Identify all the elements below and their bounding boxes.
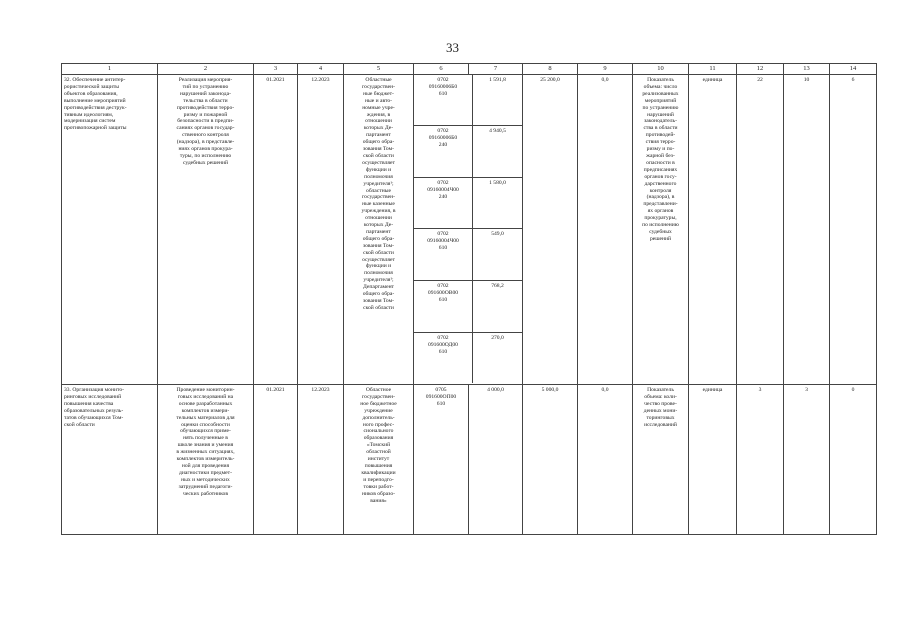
- text-line: 610: [438, 348, 448, 355]
- text-line: (надзора), в представле-: [176, 139, 235, 146]
- text-line: областной: [366, 449, 391, 456]
- text-line: ской области: [64, 421, 95, 428]
- text-line: мероприятий: [644, 97, 677, 104]
- text-line: безопасности в предпи-: [177, 118, 234, 125]
- indicator: [633, 385, 689, 535]
- text-line: 32. Обеспечение антитер-: [64, 77, 126, 83]
- text-line: рористической защиты: [64, 83, 120, 90]
- header-cell: 11: [689, 64, 737, 75]
- text-line: ждения, в: [366, 111, 391, 118]
- text-line: в жизненных ситуациях,: [176, 449, 235, 456]
- text-line: решений: [649, 235, 672, 242]
- header-cell: 8: [523, 64, 578, 75]
- text-line: объектов образования,: [64, 90, 118, 97]
- text-line: по исполнению: [642, 222, 679, 229]
- text-line: функции и: [365, 166, 392, 173]
- text-line: ное бюджетное: [360, 400, 397, 407]
- text-line: общего обра-: [362, 291, 395, 298]
- text-line: Показатель: [647, 77, 674, 83]
- header-row: [62, 64, 877, 75]
- budget-code: [414, 385, 469, 535]
- text-line: ства в области: [643, 125, 678, 132]
- text-line: нарушений законода-: [180, 90, 231, 97]
- text-line: тивным идеологиям,: [64, 111, 114, 118]
- text-line: сионального: [363, 428, 394, 435]
- text-line: саниях органов государ-: [176, 125, 235, 132]
- header-cell: 9: [578, 64, 633, 75]
- executor: [344, 75, 414, 385]
- budget-subrow: [414, 126, 522, 178]
- text-line: тельства в области: [183, 97, 228, 104]
- text-line: 091600ОД00: [428, 341, 458, 348]
- text-line: 091600ОВ00: [427, 290, 459, 297]
- text-line: образовательных резуль-: [64, 407, 124, 414]
- text-line: ные и авто-: [364, 97, 393, 104]
- text-line: вания»: [370, 497, 387, 504]
- budget-amount: 270,0: [491, 334, 504, 341]
- text-line: затруднений педагоги-: [178, 483, 233, 490]
- text-line: 0702: [437, 283, 449, 290]
- text-line: 240: [438, 193, 448, 200]
- value-year-2: 10: [784, 75, 830, 385]
- text-line: осуществляет: [362, 159, 395, 166]
- text-line: образования: [363, 435, 394, 442]
- header-cell: 14: [830, 64, 877, 75]
- budget-table: [61, 63, 877, 535]
- text-line: противопожарной защиты: [64, 125, 127, 132]
- text-line: тельных материалов для: [176, 414, 235, 421]
- text-line: ствия терро-: [645, 139, 676, 146]
- text-line: 0702: [437, 77, 449, 83]
- text-line: учредителя¹;: [363, 277, 394, 284]
- text-line: 09160004Ч00: [427, 238, 459, 245]
- text-line: ской области: [363, 152, 394, 159]
- text-line: оценки способности: [181, 421, 230, 428]
- text-line: 0705: [435, 387, 447, 393]
- table-row: [62, 385, 877, 535]
- text-line: ской области: [363, 249, 394, 256]
- text-line: тий по устранению: [182, 83, 229, 90]
- text-line: повышения качества: [64, 400, 114, 407]
- text-line: 0702: [437, 179, 449, 186]
- text-line: зования Том-: [362, 146, 395, 153]
- start-date: 01.2021: [254, 75, 298, 385]
- text-line: (надзора), в: [646, 194, 675, 201]
- text-line: ях органов: [647, 208, 674, 215]
- text-line: номные учре-: [362, 104, 395, 111]
- text-line: учредителя¹;: [363, 180, 394, 187]
- text-line: 0702: [437, 334, 449, 341]
- text-line: говых исследований на: [177, 393, 234, 400]
- header-cell: 2: [158, 64, 254, 75]
- budget-amount: 4 000,0: [469, 385, 523, 535]
- text-line: татов обучающихся Том-: [64, 414, 124, 421]
- text-line: судебных: [649, 228, 672, 235]
- text-line: полномочия: [364, 173, 393, 180]
- text-line: 610: [436, 400, 446, 407]
- value-year-2: 3: [784, 385, 830, 535]
- budget-subrow: [414, 229, 522, 281]
- text-line: общего обра-: [362, 235, 395, 242]
- text-line: 09160006Б0: [428, 135, 458, 142]
- text-line: ной для проведения: [181, 462, 230, 469]
- text-line: опасности в: [646, 159, 675, 166]
- text-line: объема: число: [643, 83, 678, 90]
- text-line: общего обра-: [362, 139, 395, 146]
- text-line: торинговых: [646, 414, 675, 421]
- text-line: 610: [438, 90, 448, 97]
- text-line: ников образо-: [361, 490, 396, 497]
- value-year-3: 6: [830, 75, 877, 385]
- budget-amount: 4 940,5: [473, 126, 523, 178]
- text-line: ного профес-: [362, 421, 395, 428]
- text-line: полномочия: [364, 270, 393, 277]
- text-line: зования Том-: [362, 298, 395, 304]
- end-date: 12.2023: [298, 385, 344, 535]
- text-line: исследований: [644, 421, 677, 428]
- text-line: основе разработанных: [178, 400, 233, 407]
- text-line: Показатель: [647, 387, 674, 393]
- text-line: ных и методических: [181, 476, 230, 483]
- text-line: 091600ОП00: [425, 393, 457, 400]
- text-line: Проведение мониторин-: [176, 387, 235, 393]
- other-amount: 0,0: [578, 75, 633, 385]
- text-line: органов госу-: [644, 173, 677, 180]
- text-line: нарушений: [647, 111, 674, 118]
- text-line: денных мони-: [643, 407, 678, 414]
- budget-subrow: [414, 177, 522, 229]
- text-line: объема: коли-: [644, 393, 677, 400]
- unit: единица: [689, 385, 737, 535]
- header-cell: 10: [633, 64, 689, 75]
- header-cell: 5: [344, 64, 414, 75]
- measure-name: [62, 385, 158, 535]
- budget-code: [414, 332, 473, 383]
- text-line: которых Де-: [363, 125, 394, 132]
- text-line: институт: [367, 456, 390, 463]
- text-line: дополнитель-: [362, 414, 395, 421]
- text-line: ринговых исследований: [64, 393, 122, 400]
- text-line: прокуратуры,: [644, 215, 677, 222]
- text-line: 0702: [437, 128, 449, 135]
- text-line: ческих работников: [183, 490, 228, 497]
- text-line: ственного контроля: [182, 132, 229, 139]
- text-line: чество прове-: [644, 400, 677, 407]
- text-line: «Томский: [366, 442, 391, 449]
- text-line: 09160004Ч00: [427, 186, 459, 193]
- text-line: отношении: [365, 118, 392, 125]
- text-line: обучающихся приме-: [180, 428, 231, 435]
- text-line: по устранению: [642, 104, 679, 111]
- text-line: осуществляет: [362, 256, 395, 263]
- text-line: противодействия деструк-: [64, 104, 127, 111]
- text-line: комплектов измери-: [181, 407, 230, 414]
- text-line: диагностики предмет-: [179, 469, 232, 476]
- text-line: областные: [366, 187, 391, 194]
- text-line: учреждение: [364, 407, 393, 414]
- budget-subtable: [414, 75, 522, 383]
- text-line: представлени-: [643, 201, 678, 208]
- budget-code: [414, 126, 473, 178]
- executor: [344, 385, 414, 535]
- measure-name: [62, 75, 158, 385]
- text-line: зования Том-: [362, 242, 395, 249]
- text-line: противодей-: [645, 132, 676, 139]
- end-date: 12.2023: [298, 75, 344, 385]
- indicator: [633, 75, 689, 385]
- value-year-1: 3: [737, 385, 784, 535]
- header-cell: 1: [62, 64, 158, 75]
- text-line: модернизация систем: [64, 118, 116, 125]
- other-amount: 0,0: [578, 385, 633, 535]
- measure-activity: [158, 385, 254, 535]
- text-line: товки работ-: [363, 483, 394, 490]
- budget-breakdown: [414, 75, 523, 385]
- text-line: Департамент: [362, 284, 395, 291]
- text-line: квалификации: [361, 469, 396, 476]
- text-line: государствен-: [362, 83, 395, 90]
- value-year-1: 22: [737, 75, 784, 385]
- total-amount: 5 000,0: [523, 385, 578, 535]
- header-cell: 4: [298, 64, 344, 75]
- page-number: 33: [446, 40, 459, 55]
- text-line: партамент: [366, 132, 391, 139]
- text-line: государствен-: [362, 393, 395, 400]
- budget-code: [414, 281, 473, 333]
- text-line: ризму и по-: [646, 146, 675, 153]
- text-line: 0702: [437, 231, 449, 238]
- text-line: 610: [438, 296, 448, 303]
- table-row: [62, 75, 877, 385]
- text-line: ные бюджет-: [363, 90, 394, 97]
- budget-code: [414, 75, 473, 126]
- text-line: 33. Организация монито-: [64, 387, 124, 393]
- header-cell: 7: [469, 64, 523, 75]
- text-line: жарной без-: [646, 152, 675, 159]
- unit: единица: [689, 75, 737, 385]
- text-line: ризму и пожарной: [183, 111, 228, 118]
- text-line: партамент: [366, 228, 391, 235]
- budget-subrow: [414, 332, 522, 383]
- text-line: государствен-: [362, 194, 395, 201]
- budget-amount: 1 580,0: [473, 177, 523, 229]
- budget-subrow: [414, 75, 522, 126]
- text-line: учреждения, в: [361, 208, 396, 215]
- budget-amount: 768,2: [473, 281, 523, 333]
- text-line: повышения: [364, 462, 393, 469]
- text-line: контроля: [649, 187, 672, 194]
- text-line: выполнение мероприятий: [64, 97, 126, 104]
- header-cell: 6: [414, 64, 469, 75]
- text-line: 240: [438, 141, 448, 148]
- text-line: предписаниях: [643, 166, 678, 173]
- text-line: и переподго-: [363, 476, 394, 483]
- text-line: дарственного: [644, 180, 677, 187]
- text-line: комплектов измеритель-: [176, 456, 235, 463]
- budget-amount: 549,0: [473, 229, 523, 281]
- text-line: Областные: [365, 77, 392, 83]
- text-line: противодействия терро-: [176, 104, 235, 111]
- text-line: законодатель-: [644, 118, 677, 125]
- budget-code: [414, 177, 473, 229]
- text-line: отношении: [365, 215, 392, 222]
- budget-amount: 1 591,8: [473, 75, 523, 126]
- text-line: нять полученные в: [183, 435, 228, 442]
- header-cell: 3: [254, 64, 298, 75]
- text-line: школе знания и умения: [177, 442, 234, 449]
- budget-subrow: [414, 281, 522, 333]
- text-line: ные казенные: [362, 201, 395, 208]
- header-cell: 13: [784, 64, 830, 75]
- text-line: функции и: [365, 263, 392, 270]
- text-line: 09160006Б0: [428, 83, 458, 90]
- total-amount: 25 200,0: [523, 75, 578, 385]
- text-line: реализованных: [642, 90, 679, 97]
- text-line: которых Де-: [363, 222, 394, 229]
- value-year-3: 0: [830, 385, 877, 535]
- text-line: туры, по исполнению: [179, 152, 232, 159]
- text-line: Реализация мероприя-: [178, 77, 233, 83]
- budget-code: [414, 229, 473, 281]
- text-line: ниях органов прокура-: [178, 146, 233, 153]
- text-line: судебных решений: [182, 159, 229, 166]
- text-line: Областное: [365, 387, 392, 393]
- header-cell: 12: [737, 64, 784, 75]
- measure-activity: [158, 75, 254, 385]
- text-line: ской области: [363, 304, 394, 311]
- text-line: 610: [438, 245, 448, 252]
- start-date: 01.2021: [254, 385, 298, 535]
